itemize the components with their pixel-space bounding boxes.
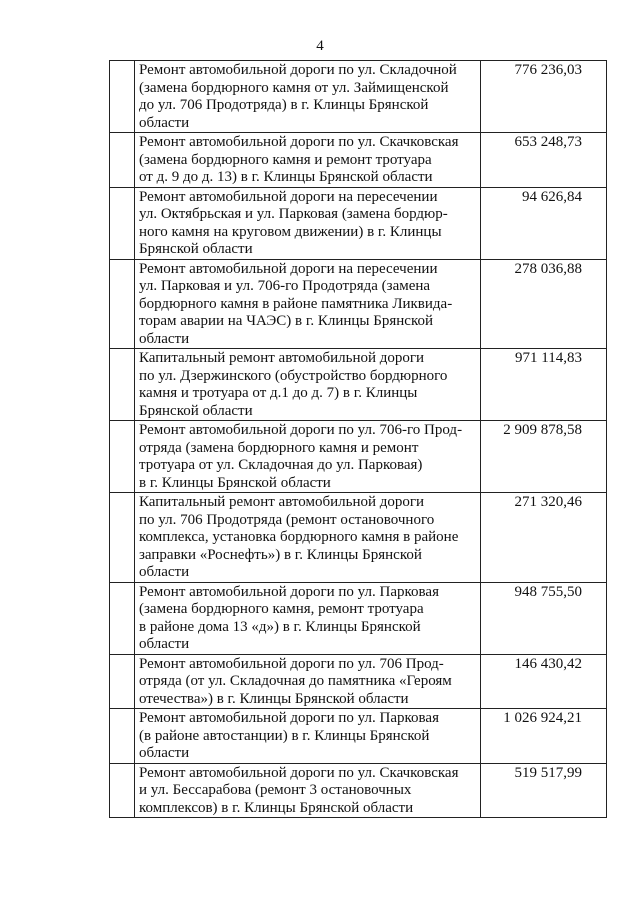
amount-cell: 1 026 924,21 [481,709,607,764]
work-description-cell: Ремонт автомобильной дороги по ул. Складочной (замена бордюрного камня от ул. Займищенской до ул. 706 Продотряда) в г. Клинцы Брянской области [135,61,481,133]
table-row [110,61,607,133]
table-row [110,349,607,421]
work-description-cell: Ремонт автомобильной дороги на пересечении ул. Парковая и ул. 706-го Продотряда (замена бордюрного камня в районе памятника Ликвида- торам аварии на ЧАЭС) в г. Клинцы Брянской области [135,259,481,349]
work-description-cell: Ремонт автомобильной дороги по ул. 706-го Прод- отряда (замена бордюрного камня и ремонт тротуара от ул. Складочная до ул. Парковая) в г. Клинцы Брянской области [135,421,481,493]
works-table [109,60,607,818]
work-description-cell: Ремонт автомобильной дороги по ул. 706 Прод- отряда (от ул. Складочная до памятника «Героям отечества») в г. Клинцы Брянской области [135,654,481,709]
amount-cell: 146 430,42 [481,654,607,709]
table-row [110,763,607,818]
row-number-cell [110,654,135,709]
work-description-cell: Ремонт автомобильной дороги по ул. Парковая (в районе автостанции) в г. Клинцы Брянской области [135,709,481,764]
amount-cell: 271 320,46 [481,493,607,583]
amount-cell: 971 114,83 [481,349,607,421]
row-number-cell [110,763,135,818]
row-number-cell [110,61,135,133]
amount-cell: 94 626,84 [481,187,607,259]
works-table-body [110,61,607,818]
table-row [110,133,607,188]
amount-cell: 278 036,88 [481,259,607,349]
table-row [110,654,607,709]
row-number-cell [110,349,135,421]
work-description-cell: Ремонт автомобильной дороги на пересечении ул. Октябрьская и ул. Парковая (замена бордюр- ного камня на круговом движении) в г. Клинцы Брянской области [135,187,481,259]
table-row [110,709,607,764]
amount-cell: 2 909 878,58 [481,421,607,493]
row-number-cell [110,259,135,349]
amount-cell: 776 236,03 [481,61,607,133]
amount-cell: 519 517,99 [481,763,607,818]
row-number-cell [110,187,135,259]
table-row [110,582,607,654]
row-number-cell [110,582,135,654]
work-description-cell: Капитальный ремонт автомобильной дороги по ул. Дзержинского (обустройство бордюрного камня и тротуара от д.1 до д. 7) в г. Клинцы Брянской области [135,349,481,421]
amount-cell: 653 248,73 [481,133,607,188]
page-number: 4 [316,38,324,54]
row-number-cell [110,709,135,764]
row-number-cell [110,493,135,583]
amount-cell: 948 755,50 [481,582,607,654]
table-row [110,421,607,493]
work-description-cell: Ремонт автомобильной дороги по ул. Скачковская и ул. Бессарабова (ремонт 3 остановочных комплексов) в г. Клинцы Брянской области [135,763,481,818]
table-row [110,187,607,259]
work-description-cell: Капитальный ремонт автомобильной дороги по ул. 706 Продотряда (ремонт остановочного комплекса, установка бордюрного камня в районе заправки «Роснефть») в г. Клинцы Брянской области [135,493,481,583]
work-description-cell: Ремонт автомобильной дороги по ул. Скачковская (замена бордюрного камня и ремонт тротуара от д. 9 до д. 13) в г. Клинцы Брянской области [135,133,481,188]
table-row [110,259,607,349]
work-description-cell: Ремонт автомобильной дороги по ул. Парковая (замена бордюрного камня, ремонт тротуара в районе дома 13 «д») в г. Клинцы Брянской области [135,582,481,654]
row-number-cell [110,133,135,188]
table-row [110,493,607,583]
row-number-cell [110,421,135,493]
